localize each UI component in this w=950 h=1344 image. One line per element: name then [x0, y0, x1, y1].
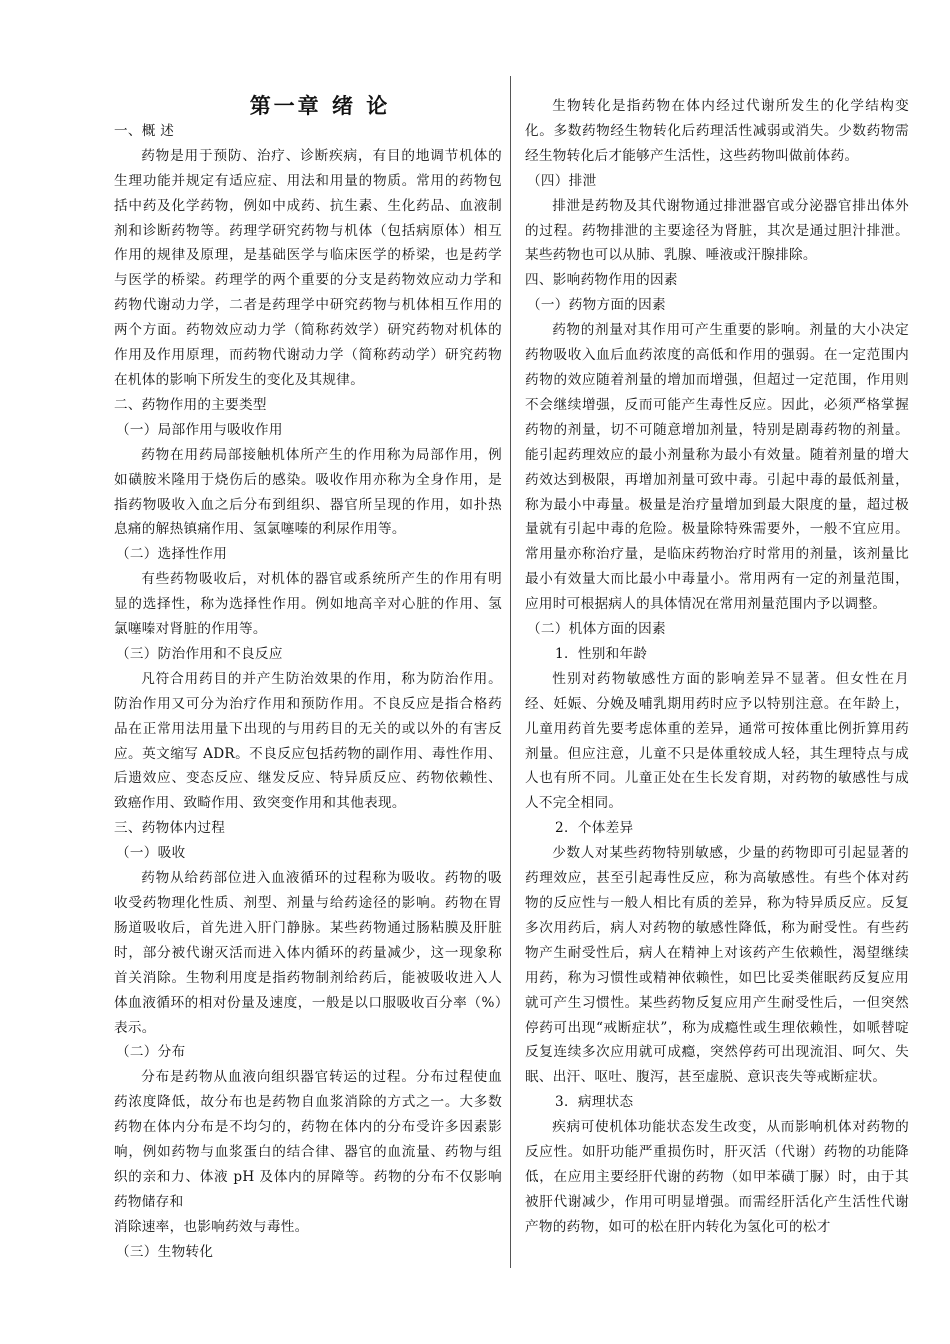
paragraph: 疾病可使机体功能状态发生改变，从而影响机体对药物的反应性。如肝功能严重损伤时，肝灭活（代谢）药物的功能降低，在应用主要经肝代谢的药物（如甲苯磺丁脲）时，由于其被肝代谢减少，作用可明显增强。而需经肝活化产生活性代谢产物的药物，如可的松在肝内转化为氢化可的松才	[525, 1119, 909, 1235]
subsection-heading: （一）局部作用与吸收作用	[116, 421, 283, 438]
section-heading: 一、概 述	[114, 122, 175, 139]
subsection-heading: （三）生物转化	[116, 1243, 214, 1260]
subsection-heading: （二）选择性作用	[116, 546, 228, 563]
paragraph: 药物从给药部位进入血液循环的过程称为吸收。药物的吸收受药物理化性质、剂型、剂量与给药途径的影响。药物在胃肠道吸收后，首先进入肝门静脉。某些药物通过肠粘膜及肝脏时，部分被代谢灭活而进入体内循环的药量减少，这一现象称首关消除。生物利用度是指药物制剂给药后，能被吸收进入人体血液循环的相对份量及速度，一般是以口服吸收百分率（%）表示。	[114, 870, 502, 1036]
paragraph: 性别对药物敏感性方面的影响差异不显著。但女性在月经、妊娠、分娩及哺乳期用药时应予以特别注意。在年龄上，儿童用药首先要考虑体重的差异，通常可按体重比例折算用药剂量。但应注意，儿童不只是体重较成人轻，其生理特点与成人也有所不同。儿童正处在生长发育期，对药物的敏感性与成人不完全相同。	[525, 670, 909, 812]
right-column	[525, 94, 909, 1240]
paragraph: 生物转化是指药物在体内经过代谢所发生的化学结构变化。多数药物经生物转化后药理活性减弱或消失。少数药物需经生物转化后才能够产生活性，这些药物叫做前体药。	[525, 98, 909, 164]
paragraph: 药物在用药局部接触机体所产生的作用称为局部作用，例如磺胺米隆用于烧伤后的感染。吸收作用亦称为全身作用，是指药物吸收入血之后分布到组织、器官所呈现的作用，如扑热息痛的解热镇痛作用、氢氯噻嗪的利尿作用等。	[114, 446, 502, 538]
section-heading: 四、影响药物作用的因素	[525, 272, 678, 289]
paragraph: 有些药物吸收后，对机体的器官或系统所产生的作用有明显的选择性，称为选择性作用。例如地高辛对心脏的作用、氢氯噻嗪对肾脏的作用等。	[114, 571, 502, 638]
left-column	[114, 94, 502, 1265]
subsection-heading: （一）吸收	[116, 845, 186, 862]
subsection-heading: （四）排泄	[527, 172, 597, 189]
paragraph: 排泄是药物及其代谢物通过排泄器官或分泌器官排出体外的过程。药物排泄的主要途径为肾脏，其次是通过胆汁排泄。某些药物也可以从肺、乳腺、唾液或汗腺排除。	[525, 197, 909, 264]
paragraph-continued: 消除速率，也影响药效与毒性。	[114, 1218, 309, 1235]
numbered-heading: 3．病理状态	[555, 1094, 634, 1111]
column-divider	[510, 76, 511, 1268]
subsection-heading: （二）机体方面的因素	[527, 621, 666, 638]
chapter-title: 第一章 绪 论	[249, 94, 391, 118]
numbered-heading: 1．性别和年龄	[555, 645, 648, 662]
paragraph: 凡符合用药目的并产生防治效果的作用，称为防治作用。防治作用又可分为治疗作用和预防作用。不良反应是指合格药品在正常用法用量下出现的与用药目的无关的或以外的有害反应。英文缩写 ADR。不良反应包括药物的副作用、毒性作用、后遗效应、变态反应、继发反应、特异质反应、药物依赖性、致癌作用、致畸作用、致突变作用和其他表现。	[114, 670, 502, 812]
subsection-heading: （三）防治作用和不良反应	[116, 645, 283, 662]
paragraph: 药物是用于预防、治疗、诊断疾病，有目的地调节机体的生理功能并规定有适应症、用法和用量的物质。常用的药物包括中药及化学药物，例如中成药、抗生素、生化药品、血液制剂和诊断药物等。药理学研究药物与机体（包括病原体）相互作用的规律及原理，是基础医学与临床医学的桥梁，也是药学与医学的桥梁。药理学的两个重要的分支是药物效应动力学和药物代谢动力学，二者是药理学中研究药物与机体相互作用的两个方面。药物效应动力学（简称药效学）研究药物对机体的作用及作用原理，而药物代谢动力学（简称药动学）研究药物在机体的影响下所发生的变化及其规律。	[114, 147, 502, 388]
section-heading: 三、药物体内过程	[114, 820, 226, 837]
paragraph: 分布是药物从血液向组织器官转运的过程。分布过程使血药浓度降低，故分布也是药物自血浆消除的方式之一。大多数药物在体内分布是不均匀的，药物在体内的分布受许多因素影响，例如药物与血浆蛋白的结合律、器官的血流量、药物与组织的亲和力、体液 pH 及体内的屏障等。药物的分布不仅影响药物储存和	[114, 1069, 502, 1210]
subsection-heading: （一）药物方面的因素	[527, 297, 666, 314]
subsection-heading: （二）分布	[116, 1044, 186, 1061]
section-heading: 二、药物作用的主要类型	[114, 396, 267, 413]
paragraph: 药物的剂量对其作用可产生重要的影响。剂量的大小决定药物吸收入血后血药浓度的高低和作用的强弱。在一定范围内药物的效应随着剂量的增加而增强，但超过一定范围，作用则不会继续增强，反而可能产生毒性反应。因此，必须严格掌握药物的剂量，切不可随意增加剂量，特别是剧毒药物的剂量。能引起药理效应的最小剂量称为最小有效量。随着剂量的增大药效达到极限，再增加剂量可致中毒。引起中毒的最低剂量，称为最小中毒量。极量是治疗量增加到最大限度的量，超过极量就有引起中毒的危险。极量除特殊需要外，一般不宜应用。常用量亦称治疗量，是临床药物治疗时常用的剂量，该剂量比最小有效量大而比最小中毒量小。常用两有一定的剂量范围，应用时可根据病人的具体情况在常用剂量范围内予以调整。	[525, 322, 909, 613]
paragraph: 少数人对某些药物特别敏感，少量的药物即可引起显著的药理效应，甚至引起毒性反应，称为高敏感性。有些个体对药物的反应性与一般人相比有质的差异，称为特异质反应。反复多次用药后，病人对药物的敏感性降低，称为耐受性。有些药物产生耐受性后，病人在精神上对该药产生依赖性，渴望继续用药，称为习惯性或精神依赖性，如巴比妥类催眠药反复应用就可产生习惯性。某些药物反复应用产生耐受性后，一但突然停药可出现“戒断症状”，称为成瘾性或生理依赖性，如哌替啶反复连续多次应用就可成瘾，突然停药可出现流泪、呵欠、失眠、出汗、呕吐、腹泻，甚至虚脱、意识丧失等戒断症状。	[525, 845, 909, 1086]
numbered-heading: 2．个体差异	[555, 820, 634, 837]
